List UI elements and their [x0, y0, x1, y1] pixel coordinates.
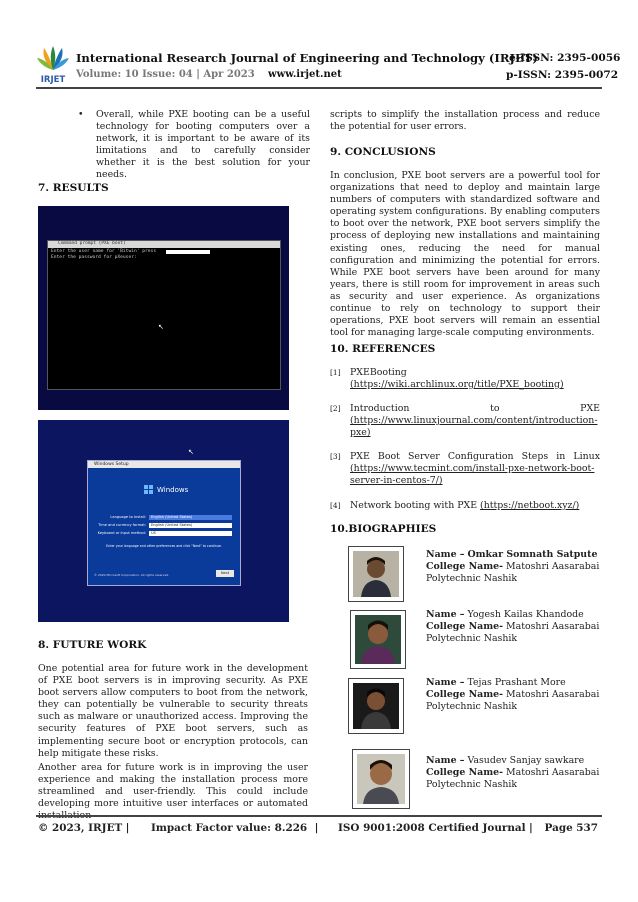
author-college: Matoshri Aasarabai: [506, 689, 600, 701]
reference-number: [3]: [330, 452, 341, 461]
results-heading: 7. RESULTS: [38, 182, 109, 194]
terminal-window: [47, 240, 281, 390]
p-issn: p-ISSN: 2395-0072: [506, 69, 619, 81]
terminal-input-highlight: [166, 250, 210, 254]
author-photo: [348, 678, 404, 734]
reference-link[interactable]: (https://wiki.archlinux.org/title/PXE_booting): [350, 379, 564, 391]
author-college-line2: Polytechnic Nashik: [426, 573, 518, 585]
volume-issue: Volume: 10 Issue: 04 | Apr 2023: [76, 69, 255, 80]
reference-link[interactable]: (https://netboot.xyz/): [480, 500, 580, 511]
biographies-heading: 10.BIOGRAPHIES: [330, 523, 437, 535]
footer-rule: [36, 815, 602, 817]
windows-label: Windows: [157, 485, 189, 494]
future-work-paragraph-1: One potential area for future work in the development of PXE boot servers is in improving security. As PXE boot servers allow computers to boot from the network, they can potentially be vulnerable to security threats such as malware or unauthorized access. Improving the security features of PXE boot servers, such as implementing secure boot or encryption protocols, can help mitigate these risks.: [38, 663, 308, 759]
footer-iso: ISO 9001:2008 Certified Journal: [338, 822, 526, 834]
person-avatar-icon: [349, 547, 403, 601]
setup-copyright: © 2020 Microsoft Corporation. All rights reserved.: [94, 573, 170, 577]
author-photo: [350, 610, 406, 669]
windows-logo-icon: [144, 485, 153, 494]
journal-title: International Research Journal of Engineering and Technology (IRJET): [76, 51, 538, 65]
language-label: Language to install:: [110, 515, 146, 519]
college-label: College Name-: [426, 561, 504, 573]
college-label: College Name-: [426, 689, 504, 701]
name-label: Name –: [426, 677, 465, 688]
college-label: College Name-: [426, 621, 504, 633]
language-select[interactable]: English (United States): [149, 515, 232, 520]
reference-title: PXEBooting: [350, 367, 407, 378]
footer-separator: |: [314, 822, 319, 834]
bullet-icon: •: [78, 109, 84, 120]
references-heading: 10. REFERENCES: [330, 343, 436, 355]
future-work-heading: 8. FUTURE WORK: [38, 639, 147, 651]
name-label: Name –: [426, 549, 465, 560]
reference-item: [330, 451, 600, 487]
conclusions-heading: 9. CONCLUSIONS: [330, 146, 436, 158]
terminal-titlebar: [48, 241, 280, 248]
continuation-text: scripts to simplify the installation process and reduce the potential for user errors.: [330, 109, 600, 133]
author-college: Matoshri Aasarabai: [506, 621, 600, 633]
time-format-label: Time and currency format:: [98, 523, 146, 527]
bio-text: [426, 609, 599, 645]
author-college: Matoshri Aasarabai: [506, 767, 600, 779]
reference-title: Introduction to PXE: [350, 403, 600, 414]
person-avatar-icon: [349, 679, 403, 733]
reference-link[interactable]: (https://www.tecmint.com/install-pxe-network-boot-server-in-centos-7/): [350, 463, 595, 487]
author-college-line2: Polytechnic Nashik: [426, 633, 518, 645]
bullet-item: [78, 109, 310, 182]
logo-leaves-icon: [37, 46, 69, 70]
keyboard-select[interactable]: US: [149, 531, 232, 536]
terminal-line-2: Enter the password for pXeuser:: [51, 255, 137, 260]
future-work-paragraph-2: Another area for future work is in improving the user experience and making the installation process more streamlined and user-friendly. This could include developing more intuitive user interfaces or automated: [38, 762, 308, 810]
mouse-cursor-icon: ↖: [188, 448, 194, 456]
bio-text: [426, 549, 599, 585]
footer: [38, 822, 598, 834]
bio-text: [426, 755, 599, 791]
author-photo: [352, 749, 410, 809]
bio-text: [426, 677, 599, 713]
setup-row-time: [96, 521, 232, 529]
bullet-text: Overall, while PXE booting can be a useful technology for booting computers over a network, it is important to be aware of its limitations and to carefully consider whether it is the best solution for your needs.: [96, 109, 310, 181]
author-college-line2: Polytechnic Nashik: [426, 779, 518, 791]
conclusions-paragraph: In conclusion, PXE boot servers are a powerful tool for organizations that need to deploy and maintain large numbers of computers with standardized software and operating system configurations. By enabling computers to boot over the network, PXE boot servers simplify the process of deploying new installations and maintaining existing ones, reducing the need for manual configuration and minimizing the potential for errors. While PXE boot servers have been around for many years, there is still room for improvement in areas such as security and user experience. As organizations continue to rely on technology to support their operations, PXE boot servers will remain an essential tool for managing large-scale computing environments.: [330, 170, 600, 339]
reference-title: PXE Boot Server Configuration Steps in Linux: [350, 451, 600, 462]
reference-item: [330, 500, 600, 512]
reference-title: Network booting with PXE: [350, 500, 478, 511]
footer-copyright: © 2023, IRJET: [38, 822, 123, 834]
mouse-cursor-icon: ↖: [158, 323, 164, 331]
name-label: Name –: [426, 755, 465, 766]
terminal-line-1: Enter the user name for 'Bitwin' press: [51, 249, 157, 254]
reference-item: [330, 403, 600, 439]
header-rule: [36, 87, 602, 89]
reference-number: [1]: [330, 368, 341, 377]
author-name: Omkar Somnath Satpute: [467, 549, 598, 560]
figure-terminal: [38, 206, 289, 410]
e-issn: e-ISSN: 2395-0056: [509, 52, 621, 64]
setup-dialog: [87, 460, 241, 586]
author-name: Yogesh Kailas Khandode: [467, 609, 584, 620]
next-button[interactable]: Next: [216, 570, 234, 577]
setup-hint: Enter your language and other preferences and click "Next" to continue.: [106, 544, 222, 548]
author-name: Tejas Prashant More: [467, 677, 566, 688]
setup-row-language: [96, 513, 232, 521]
author-college-line2: Polytechnic Nashik: [426, 701, 518, 713]
keyboard-label: Keyboard or input method:: [97, 531, 146, 535]
reference-item: [330, 367, 600, 391]
footer-impact-factor: Impact Factor value: 8.226: [151, 822, 308, 834]
footer-separator: |: [528, 822, 533, 834]
author-college: Matoshri Aasarabai: [506, 561, 600, 573]
terminal-title: Command prompt (PXE boot): [58, 241, 126, 246]
footer-page-number: Page 537: [544, 822, 598, 834]
setup-row-keyboard: [96, 529, 232, 537]
author-photo: [348, 546, 404, 602]
name-label: Name –: [426, 609, 465, 620]
website: www.irjet.net: [268, 69, 342, 80]
reference-link[interactable]: (https://www.linuxjournal.com/content/introduction-pxe): [350, 415, 598, 439]
setup-titlebar: Windows Setup: [88, 461, 240, 468]
person-avatar-icon: [351, 611, 405, 668]
author-name: Vasudev Sanjay sawkare: [467, 755, 585, 766]
footer-separator: |: [125, 822, 130, 834]
windows-branding: [144, 485, 188, 494]
person-avatar-icon: [353, 750, 409, 808]
figure-windows-setup: [38, 420, 289, 622]
reference-number: [4]: [330, 501, 341, 510]
time-format-select[interactable]: English (United States): [149, 523, 232, 528]
irjet-logo: [36, 44, 70, 84]
reference-number: [2]: [330, 404, 341, 413]
college-label: College Name-: [426, 767, 504, 779]
logo-text: IRJET: [40, 75, 66, 84]
